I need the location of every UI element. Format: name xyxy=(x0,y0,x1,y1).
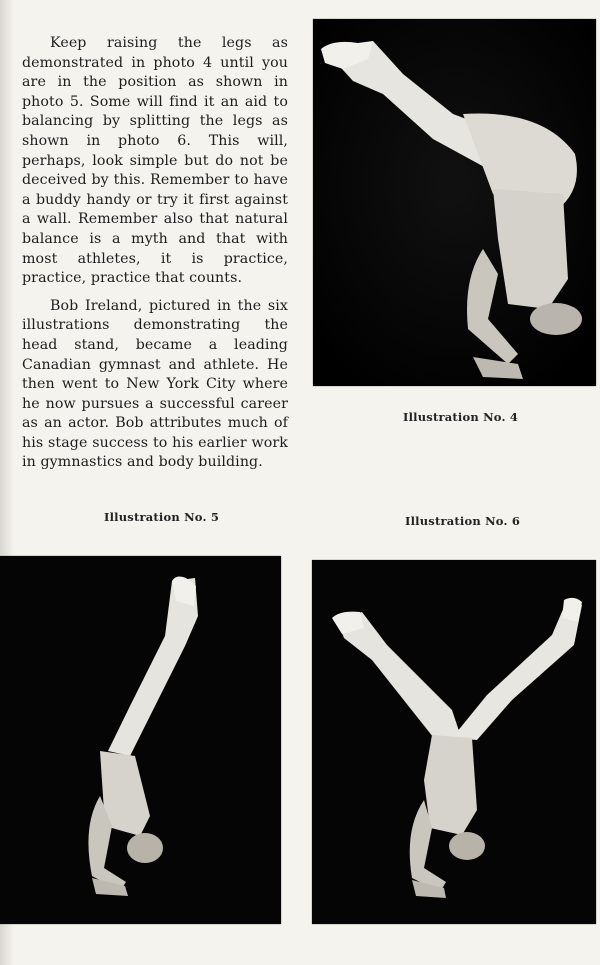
illustration-5-caption: Illustration No. 5 xyxy=(104,510,220,524)
article-text xyxy=(22,34,288,481)
illustration-4-photo xyxy=(313,19,596,386)
paragraph-1: Keep raising the legs as demonstrated in photo 4 until you are in the position as shown in photo 5. Some will find it an aid to balancing by splitting the legs as shown in photo 6. This will, perhaps, look simple but do not be deceived by this. Remember to have a buddy handy or try it first against a wall. Remember also that natural balance is a myth and that with most athletes, it is practice, practice, practice that counts. xyxy=(22,35,288,287)
illustration-6-photo xyxy=(312,560,596,924)
illustration-6-caption: Illustration No. 6 xyxy=(405,514,521,528)
headstand-split-icon xyxy=(312,560,596,924)
headstand-straight-icon xyxy=(0,556,281,924)
illustration-5-photo xyxy=(0,556,281,924)
paragraph-2: Bob Ireland, pictured in the six illustrations demonstrating the head stand, became a leading Canadian gymnast and athlete. He then went to New York City where he now pursues a successful career as an actor. Bob attributes much of his stage success to his earlier work in gymnastics and body building. xyxy=(22,297,288,471)
illustration-4-caption: Illustration No. 4 xyxy=(403,410,519,424)
headstand-piked-icon xyxy=(313,19,596,386)
